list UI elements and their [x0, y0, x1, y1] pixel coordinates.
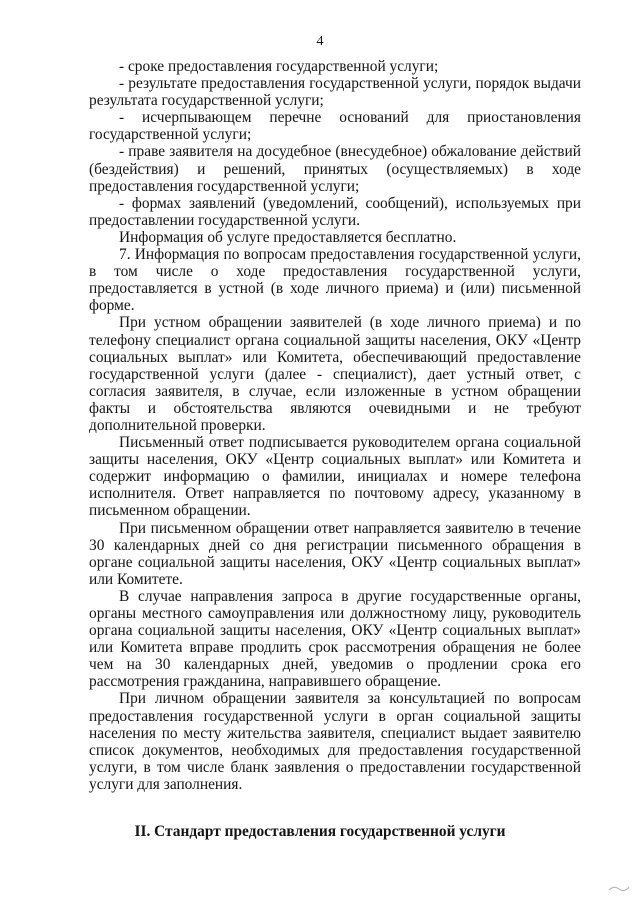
- paragraph-extension: В случае направления запроса в другие государственные органы, органы местного самоуправления или должностному лицу, руководитель органа социальной защиты населения, ОКУ «Центр социальных выплат» или Комитета вправе продлить срок рассмотрения обращения не более чем на 30 календарных дней, уведомив о продлении срока его рассмотрения гражданина, направившего обращение.: [89, 587, 581, 691]
- paragraph-personal-consultation: При личном обращении заявителя за консультацией по вопросам предоставления государственной услуги в орган социальной защиты населения по месту жительства заявителя, специалист выдает заявителю список документов, необходимых для предоставления государственной услуги, в том числе бланк заявления о предоставлении государственной услуги для заполнения.: [89, 690, 581, 793]
- page-number: 4: [316, 34, 324, 49]
- body-text: [89, 58, 581, 793]
- paragraph-suspension-item: - исчерпывающем перечне оснований для приостановления государственной услуги;: [89, 109, 581, 144]
- section-heading: II. Стандарт предоставления государственной услуги: [134, 823, 506, 840]
- paragraph-clause-7: 7. Информация по вопросам предоставления государственной услуги, в том числе о ходе предоставления государственной услуги, предоставляется в устной (в ходе личного приема) и (или) письменной форме.: [89, 246, 581, 315]
- paragraph-result-item: - результате предоставления государственной услуги, порядок выдачи результата государственной услуги;: [89, 75, 581, 110]
- paragraph-deadline-item: - сроке предоставления государственной услуги;: [119, 58, 439, 75]
- paragraph-free-of-charge: Информация об услуге предоставляется бесплатно.: [119, 228, 457, 246]
- paragraph-written-request: При письменном обращении ответ направляется заявителю в течение 30 календарных дней со дня регистрации письменного обращения в органе социальной защиты населения, ОКУ «Центр социальных выплат» или Комитете.: [89, 519, 581, 588]
- scan-edge-mark: [608, 884, 630, 893]
- paragraph-written-reply: Письменный ответ подписывается руководителем органа социальной защиты населения, ОКУ «Центр социальных выплат» или Комитета и содержит информацию о фамилии, инициалах и номере телефона исполнителя. Ответ направляется по почтовому адресу, указанному в письменном обращении.: [89, 434, 581, 520]
- paragraph-appeal-item: - праве заявителя на досудебное (внесудебное) обжалование действий (бездействия) и решений, принятых (осуществляемых) в ходе предоставления государственной услуги;: [89, 143, 581, 195]
- paragraph-forms-item: - формах заявлений (уведомлений, сообщений), используемых при предоставлении государственной услуги.: [89, 194, 581, 229]
- paragraph-oral-request: При устном обращении заявителей (в ходе личного приема) и по телефону специалист органа социальной защиты населения, ОКУ «Центр социальных выплат» или Комитета, обеспечивающий предоставление государственной услуги (далее - специалист), дает устный ответ, с согласия заявителя, в случае, если изложенные в устном обращении факты и обстоятельства являются очевидными и не требуют дополнительной проверки.: [89, 314, 581, 434]
